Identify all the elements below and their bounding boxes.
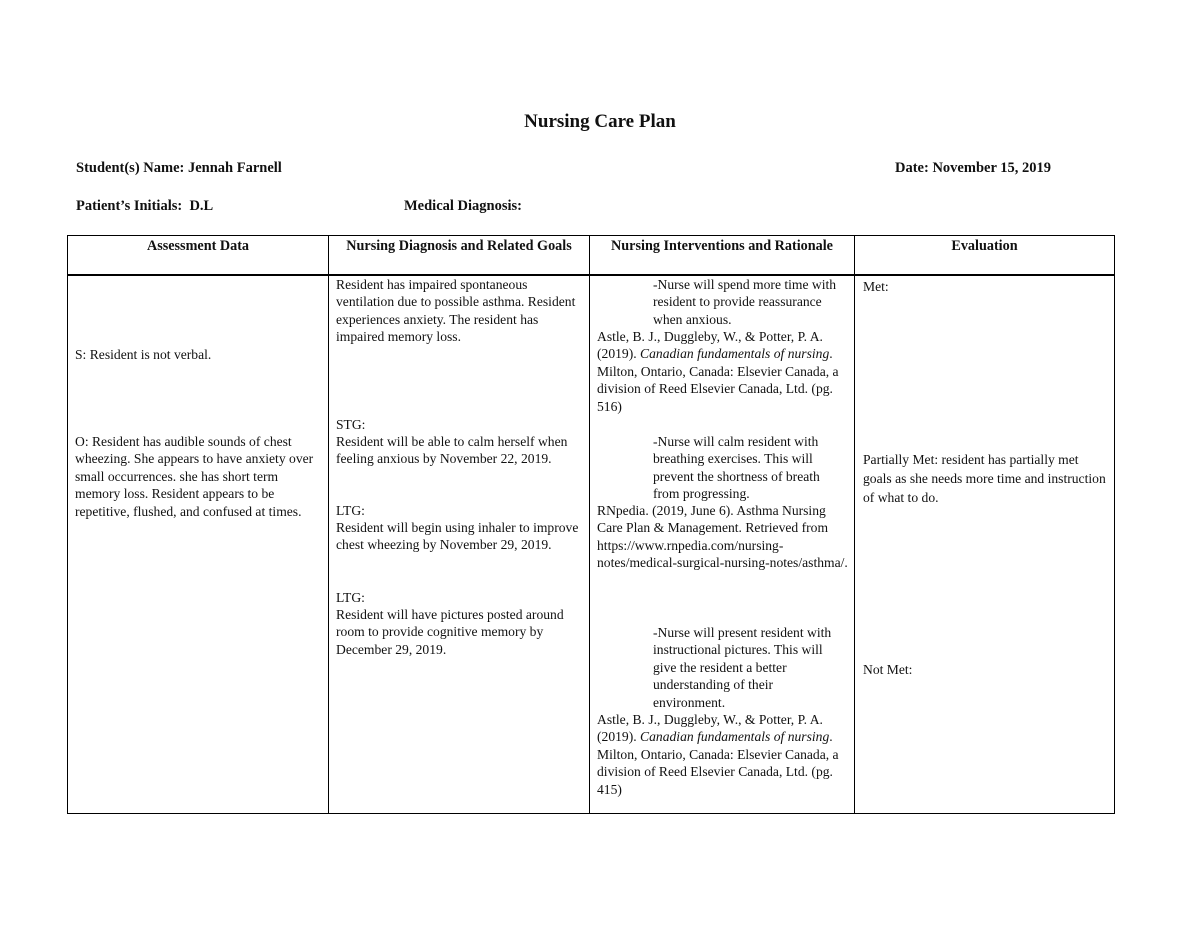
date-row <box>895 160 1051 177</box>
reference-citation: RNpedia. (2019, June 6). Asthma Nursing Care Plan & Management. Retrieved from https://www.rnpedia.com/nursing-notes/medical-surgical-nursing-notes/asthma/. <box>597 503 848 571</box>
column-header-interventions: Nursing Interventions and Rationale <box>590 236 855 276</box>
ltg-label: LTG: <box>336 503 365 518</box>
medical-diagnosis-label: Medical Diagnosis: <box>404 198 523 214</box>
intervention-item: -Nurse will spend more time with resident to provide reassurance when anxious. <box>653 277 837 327</box>
evaluation-met: Met: <box>863 279 889 294</box>
stg-goal: Resident will be able to calm herself when feeling anxious by November 22, 2019. <box>336 434 568 467</box>
ltg-goal: Resident will have pictures posted around room to provide cognitive memory by December 29, 2019. <box>336 607 564 657</box>
patient-initials-label: Patient’s Initials: <box>76 198 183 214</box>
date-label: Date: <box>895 160 929 176</box>
patient-initials-row <box>76 198 213 215</box>
evaluation-partially-met: Partially Met: resident has partially met goals as she needs more time and instruction of what to do. <box>863 452 1106 505</box>
student-name-row <box>76 160 282 177</box>
objective-data: O: Resident has audible sounds of chest wheezing. She appears to have anxiety over small occurrences. she has short term memory loss. Resident appears to be repetitive, flushed, and confused at times. <box>75 434 314 519</box>
evaluation-cell <box>855 275 1115 814</box>
evaluation-not-met: Not Met: <box>863 662 913 677</box>
date-value: November 15, 2019 <box>932 160 1051 176</box>
ltg-label: LTG: <box>336 590 365 605</box>
table-header-row <box>68 236 1115 276</box>
student-name-label: Student(s) Name: <box>76 160 185 176</box>
student-name-value: Jennah Farnell <box>187 160 282 176</box>
column-header-evaluation: Evaluation <box>855 236 1115 276</box>
reference-citation: Astle, B. J., Duggleby, W., & Potter, P. A. (2019). Canadian fundamentals of nursing. Milton, Ontario, Canada: Elsevier Canada, a division of Reed Elsevier Canada, Ltd. (pg. 415) <box>597 712 839 797</box>
reference-citation: Astle, B. J., Duggleby, W., & Potter, P. A. (2019). Canadian fundamentals of nursing. Milton, Ontario, Canada: Elsevier Canada, a division of Reed Elsevier Canada, Ltd. (pg. 516) <box>597 329 839 414</box>
intervention-item: -Nurse will present resident with instructional pictures. This will give the resident a better understanding of their environment. <box>653 625 832 710</box>
assessment-cell <box>68 275 329 814</box>
diagnosis-statement: Resident has impaired spontaneous ventilation due to possible asthma. Resident experiences anxiety. The resident has impaired memory loss. <box>336 277 576 345</box>
subjective-data: S: Resident is not verbal. <box>75 347 212 362</box>
column-header-diagnosis: Nursing Diagnosis and Related Goals <box>329 236 590 276</box>
ltg-goal: Resident will begin using inhaler to improve chest wheezing by November 29, 2019. <box>336 520 579 553</box>
stg-label: STG: <box>336 417 366 432</box>
intervention-item: -Nurse will calm resident with breathing exercises. This will prevent the shortness of breath from progressing. <box>653 434 820 502</box>
care-plan-table <box>67 235 1115 814</box>
diagnosis-cell <box>329 275 590 814</box>
column-header-assessment: Assessment Data <box>68 236 329 276</box>
interventions-cell <box>590 275 855 814</box>
table-row <box>68 275 1115 814</box>
patient-initials-value: D.L <box>189 198 214 214</box>
document-title: Nursing Care Plan <box>524 111 676 132</box>
